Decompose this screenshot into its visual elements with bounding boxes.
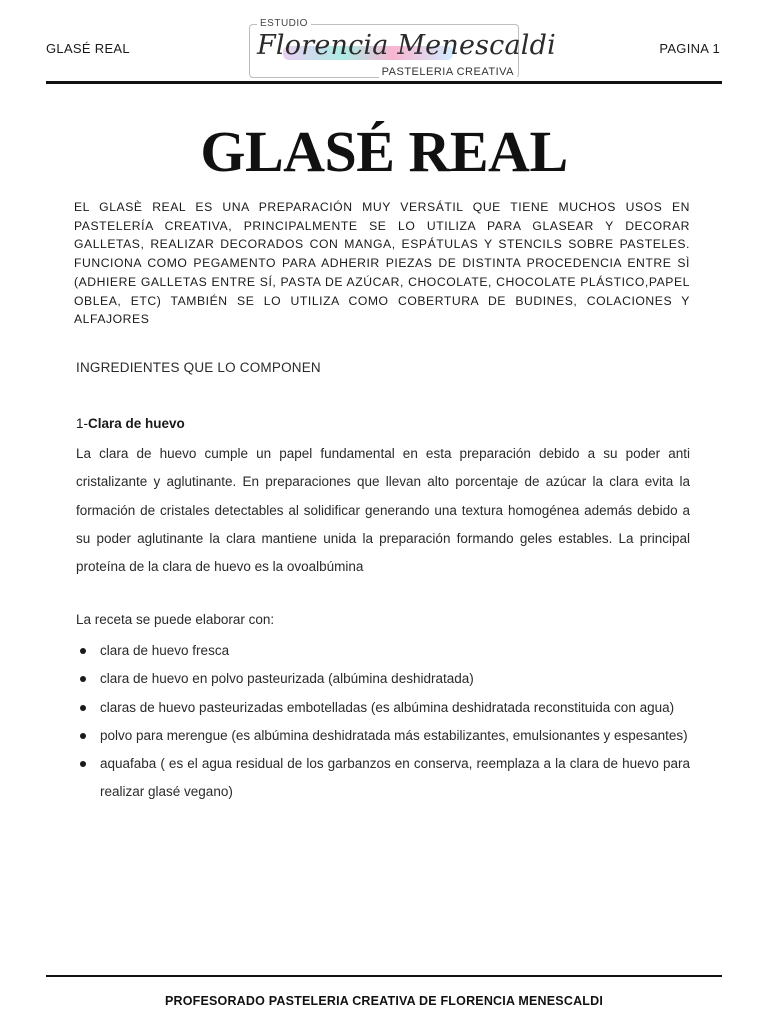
ingredient-heading bbox=[76, 416, 185, 431]
bullet-icon bbox=[80, 761, 86, 767]
header-divider bbox=[46, 81, 722, 84]
bullet-icon bbox=[80, 733, 86, 739]
list-item bbox=[76, 637, 690, 665]
list-item bbox=[76, 750, 690, 807]
footer-divider bbox=[46, 975, 722, 977]
list-item-text: aquafaba ( es el agua residual de los garbanzos en conserva, reemplaza a la clara de huevo para realizar glasé vegano) bbox=[100, 756, 690, 800]
ingredient-number: 1- bbox=[76, 416, 89, 431]
logo-studio-text: ESTUDIO bbox=[257, 18, 311, 29]
list-item-text: polvo para merengue (es albúmina deshidratada más estabilizantes, emulsionantes y espesantes) bbox=[100, 727, 688, 743]
list-item bbox=[76, 694, 690, 722]
bullet-icon bbox=[80, 705, 86, 711]
page-title: GLASÉ REAL bbox=[200, 119, 568, 184]
footer-text: PROFESORADO PASTELERIA CREATIVA DE FLORENCIA MENESCALDI bbox=[164, 994, 604, 1008]
page-number: PAGINA 1 bbox=[659, 41, 720, 56]
list-item bbox=[76, 722, 690, 750]
list-item-text: clara de huevo en polvo pasteurizada (albúmina deshidratada) bbox=[100, 671, 474, 687]
bullet-icon bbox=[80, 648, 86, 654]
recipe-intro-text: La receta se puede elaborar con: bbox=[76, 612, 275, 627]
bullet-icon bbox=[80, 676, 86, 682]
studio-logo bbox=[249, 18, 556, 78]
ingredient-title: Clara de huevo bbox=[88, 416, 185, 431]
logo-script-name: Florencia Menescaldi bbox=[257, 30, 556, 61]
ingredient-description: La clara de huevo cumple un papel fundamental en esta preparación debido a su poder anti cristalizante y aglutinante. En preparaciones que llevan alto porcentaje de azúcar la clara evita la formación de cristales detectables al solidificar generando una textura homogénea además debido a su poder aglutinante la clara mantiene unida la preparación formando geles estables. La principal proteína de la clara de huevo es la ovoalbúmina bbox=[76, 446, 690, 575]
logo-subtitle: PASTELERIA CREATIVA bbox=[379, 66, 517, 78]
ingredient-options-list bbox=[76, 637, 690, 807]
header-document-title: GLASÉ REAL bbox=[46, 41, 130, 56]
list-item-text: clara de huevo fresca bbox=[100, 643, 230, 658]
list-item-text: claras de huevo pasteurizadas embotelladas (es albúmina deshidratada reconstituida con agua) bbox=[100, 699, 675, 715]
section-heading: INGREDIENTES QUE LO COMPONEN bbox=[76, 360, 321, 375]
intro-paragraph: EL GLASÈ REAL ES UNA PREPARACIÓN MUY VERSÁTIL QUE TIENE MUCHOS USOS EN PASTELERÍA CREATIVA, PRINCIPALMENTE SE LO UTILIZA PARA GLASEAR Y DECORAR GALLETAS, REALIZAR DECORADOS CON MANGA, ESPÁTULAS Y STENCILS SOBRE PASTELES. FUNCIONA COMO PEGAMENTO PARA ADHERIR PIEZAS DE DISTINTA PROCEDENCIA ENTRE SÌ (ADHIERE GALLETAS ENTRE SÍ, PASTA DE AZÚCAR, CHOCOLATE, CHOCOLATE PLÁSTICO,PAPEL OBLEA, ETC) TAMBIÉN SE LO UTILIZA COMO COBERTURA DE BUDINES, COLACIONES Y ALFAJORES bbox=[74, 200, 690, 327]
list-item bbox=[76, 665, 690, 693]
